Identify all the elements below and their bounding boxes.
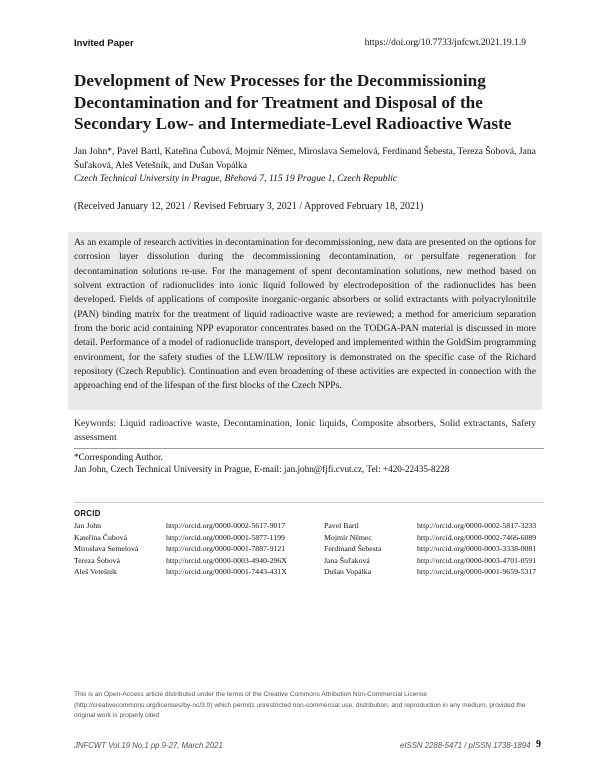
orcid-row [74,566,304,577]
page-number: 9 [536,739,541,750]
orcid-link[interactable]: http://orcid.org/0000-0003-4701-0591 [417,555,537,565]
license-notice: This is an Open-Access article distributed under the terms of the Creative Commons Attribution Non-Commercial License (http://creativecommons.org/licenses/by-nc/3.0) which permits unrestricted non-commercial use, distribution, and reproduction in any medium, provided the original work is properly cited [74,691,526,719]
received-dates: (Received January 12, 2021 / Revised February 3, 2021 / Approved February 18, 2021) [74,201,424,212]
orcid-link[interactable]: http://orcid.org/0000-0003-3338-0081 [417,544,537,553]
orcid-row [74,520,304,531]
orcid-author-name: Ferdinand Šebesta [324,544,382,553]
orcid-row [324,543,554,554]
orcid-author-name: Aleš Vetešník [74,567,117,576]
orcid-row [324,555,554,566]
corresponding-author-label: *Corresponding Author. [74,452,163,462]
orcid-link[interactable]: http://orcid.org/0000-0002-7466-6089 [417,532,537,542]
orcid-author-name: Jana Šuľaková [324,555,370,565]
orcid-link[interactable]: http://orcid.org/0000-0003-4940-296X [166,555,287,565]
orcid-link[interactable]: http://orcid.org/0000-0001-5877-1199 [166,532,285,542]
orcid-row [74,532,304,543]
orcid-link[interactable]: http://orcid.org/0000-0002-5817-3233 [417,521,537,530]
orcid-author-name: Pavel Bartl [324,521,359,530]
orcid-author-name: Dušan Vopálka [324,567,372,576]
orcid-row [74,543,304,554]
abstract-text: As an example of research activities in decontamination for decommissioning, new data are presented on the options for corrosion layer dissolution during the decommissioning decontamination, or persulfate regeneration for decontamination solutions re-use. For the management of spent decontamination solutions, new method based on solvent extraction of radionuclides into ionic liquid followed by electrodeposition of the radionuclides has been developed. Fields of applications of composite inorganic-organic absorbers or solid extractants with polyacrylonitrile (PAN) binding matrix for the treatment of liquid radioactive waste are reviewed; a method for americium separation from the boric acid containing NPP evaporator concentrates based on the TODGA-PAN material is discussed in more detail. Performance of a model of radionuclide transport, developed and implemented within the GoldSim programming environment, for the safety studies of the LLW/ILW repository is demonstrated on the specific case of the Richard repository (Czech Republic). Continuation and even broadening of these activities are expected in connection with the approaching end of the lifespan of the first blocks of the Czech NPPs. [74,237,536,392]
affiliation: Czech Technical University in Prague, Břehová 7, 115 19 Prague 1, Czech Republic [74,173,398,184]
orcid-divider [74,502,544,503]
orcid-author-name: Mojmír Němec [324,532,372,542]
orcid-row [74,555,304,566]
author-list: Jan John*, Pavel Bartl, Kateřina Čubová, Mojmír Němec, Miroslava Semelová, Ferdinand Šebesta, Tereza Šobová, Jana Šuľaková, Aleš Vetešník, and Dušan Vopálka [74,146,536,171]
article-title: Development of New Processes for the Decommissioning Decontamination and for Treatment and Disposal of the Secondary Low- and Intermediate-Level Radioactive Waste [74,71,512,133]
orcid-heading: ORCID [74,509,101,518]
doi-link[interactable]: https://doi.org/10.7733/jnfcwt.2021.19.1.9 [364,38,526,48]
header-label: Invited Paper [74,38,134,49]
orcid-author-name: Miroslava Semelová [74,544,139,553]
orcid-link[interactable]: http://orcid.org/0000-0002-5617-9017 [166,521,286,530]
orcid-link[interactable]: http://orcid.org/0000-0001-7887-9121 [166,544,286,553]
orcid-link[interactable]: http://orcid.org/0000-0001-7443-431X [166,567,287,576]
section-divider [74,448,544,449]
orcid-row [324,566,554,577]
footer-issn: eISSN 2288-5471 / pISSN 1738-1894 [400,741,531,750]
orcid-row [324,520,554,531]
orcid-author-name: Jan John [74,521,102,530]
footer-journal: JNFCWT Vol.19 No.1 pp.9-27, March 2021 [74,741,223,750]
orcid-author-name: Tereza Šobová [74,555,120,565]
orcid-row [324,532,554,543]
keywords: Keywords: Liquid radioactive waste, Decontamination, Ionic liquids, Composite absorbers, Solid extractants, Safety assessment [74,418,536,444]
orcid-author-name: Kateřina Čubová [74,532,128,542]
orcid-link[interactable]: http://orcid.org/0000-0001-9659-5317 [417,567,537,576]
corresponding-author-info: Jan John, Czech Technical University in Prague, E-mail: jan.john@fjfi.cvut.cz, Tel: +420-22435-8228 [74,464,450,474]
